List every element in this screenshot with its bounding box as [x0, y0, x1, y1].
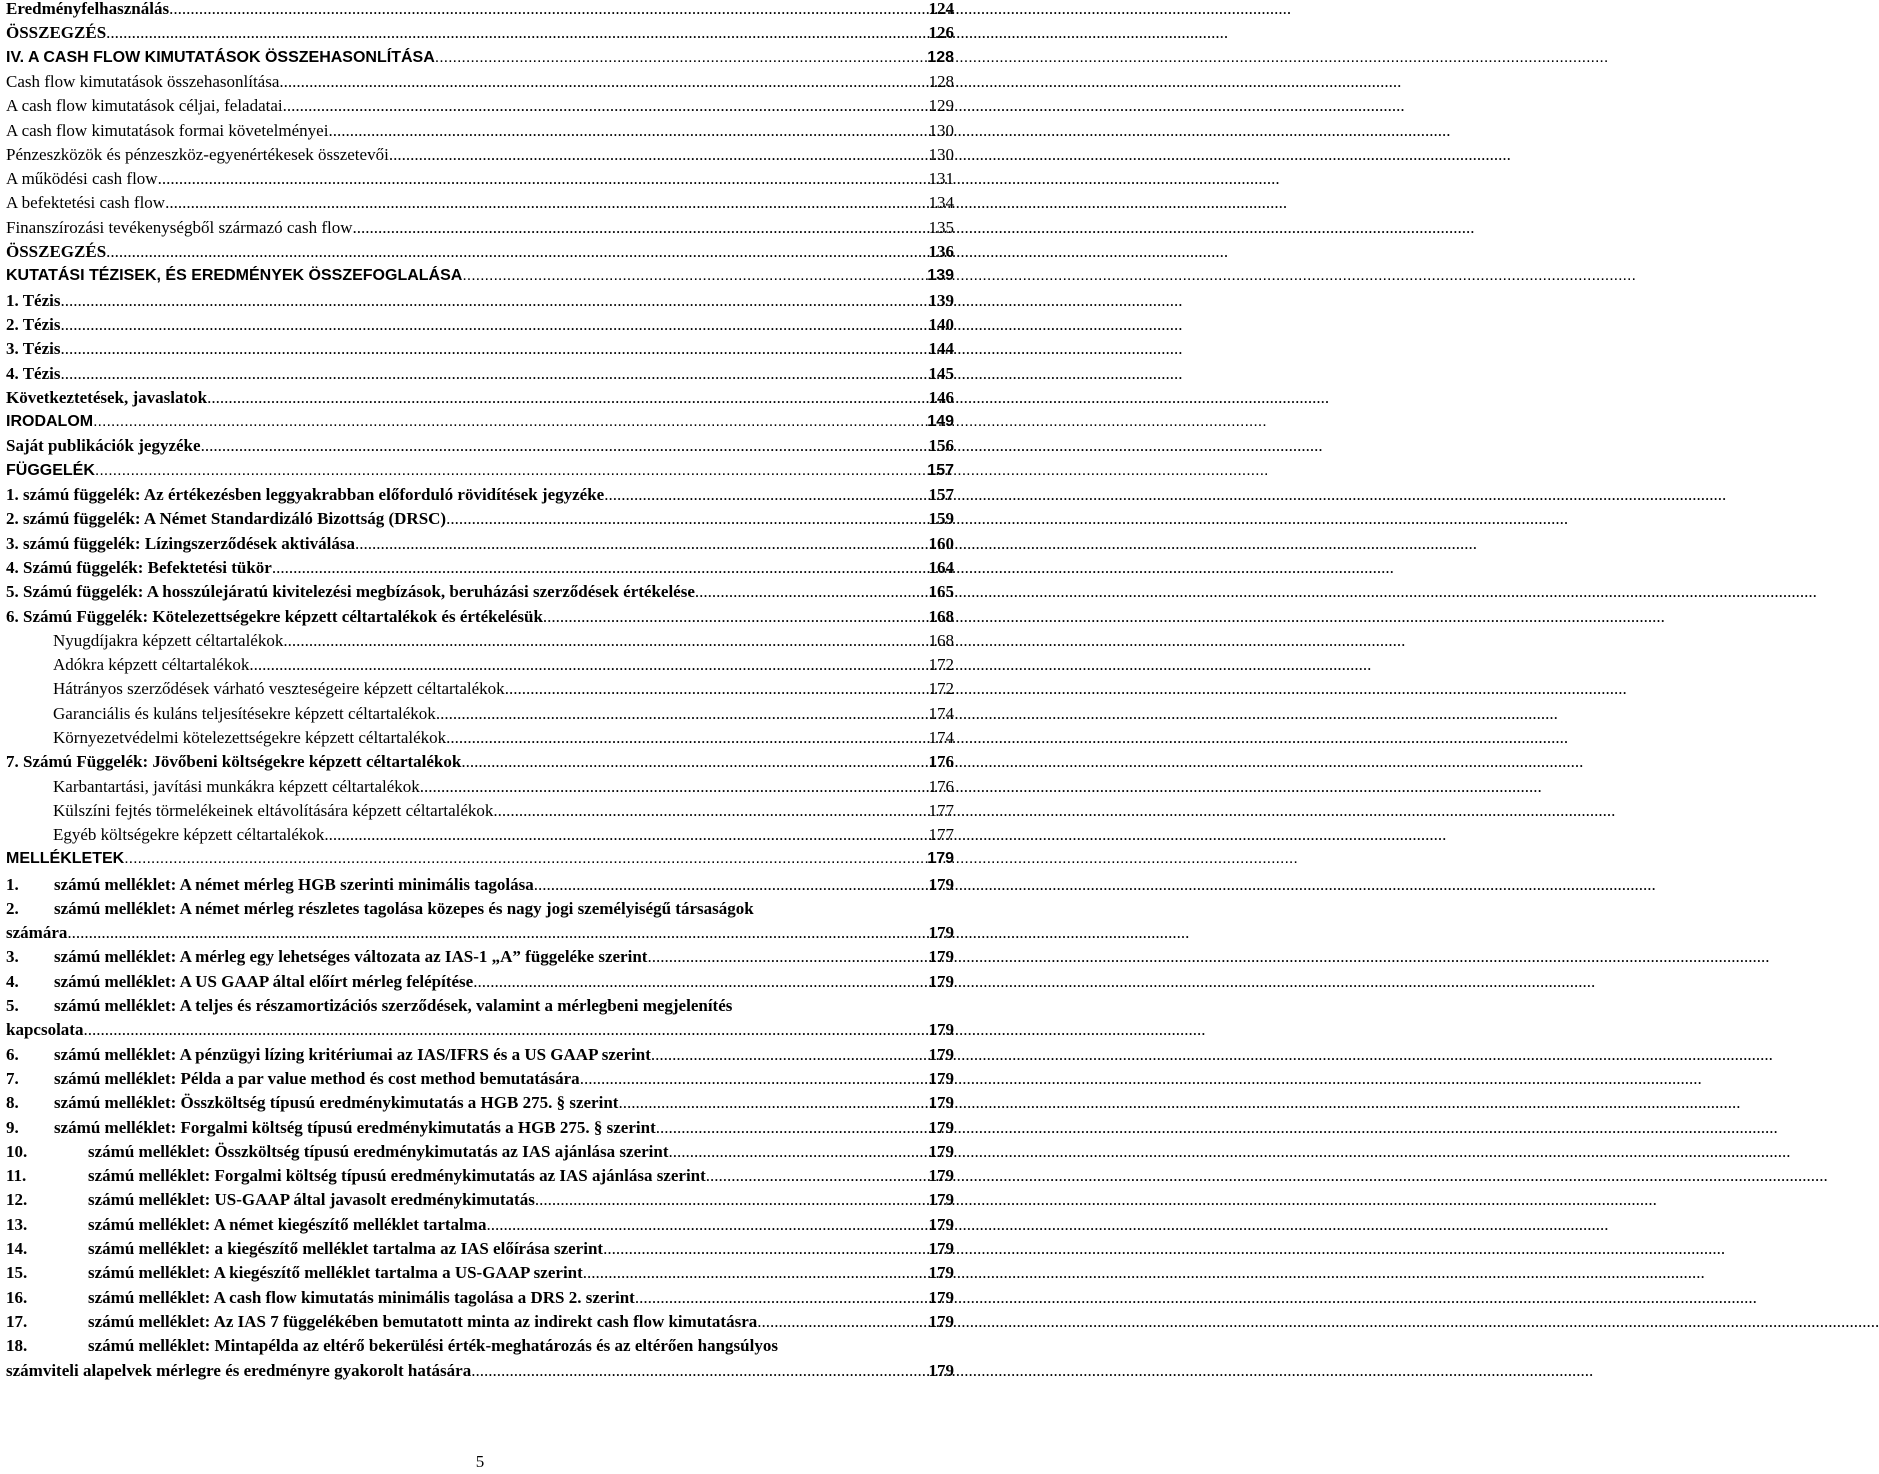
toc-page-number: 145 [928, 364, 954, 383]
appendix-number: 18. [6, 1336, 28, 1355]
appendix-entry[interactable] [6, 994, 954, 1018]
toc-page-number: 179 [928, 1118, 954, 1137]
appendix-number: 14. [6, 1239, 28, 1258]
dot-leader [706, 1164, 927, 1188]
toc-entry[interactable] [6, 46, 954, 70]
toc-entry[interactable] [6, 653, 954, 677]
toc-entry-label: 4. Tézis [6, 364, 61, 383]
toc-entry-label: KUTATÁSI TÉZISEK, ÉS EREDMÉNYEK ÖSSZEFOGLALÁSA [6, 267, 463, 284]
dot-leader [83, 1018, 926, 1042]
toc-page-number: 130 [928, 121, 954, 140]
toc-entry-label: 2. számú függelék: A Német Standardizáló Bizottság (DRSC) [6, 509, 447, 528]
toc-entry[interactable] [6, 580, 954, 604]
dot-leader [603, 1237, 926, 1261]
toc-entry[interactable] [6, 775, 954, 799]
toc-entry-label: IRODALOM [6, 413, 94, 430]
dot-leader [60, 289, 926, 313]
toc-entry[interactable] [6, 799, 954, 823]
toc-entry-label: számú melléklet: A német mérleg HGB szerinti minimális tagolása [54, 875, 534, 894]
dot-leader [272, 556, 927, 580]
toc-entry-label: számú melléklet: A német kiegészítő melléklet tartalma [88, 1215, 487, 1234]
toc-page-number: 157 [927, 462, 954, 479]
dot-leader [543, 605, 927, 629]
appendix-number: 4. [6, 972, 19, 991]
dot-leader [473, 970, 926, 994]
toc-entry-label: számú melléklet: A pénzügyi lízing kritériumai az IAS/IFRS és a US GAAP szerint [54, 1045, 651, 1064]
toc-entry-label: FÜGGELÉK [6, 462, 95, 479]
toc-entry-label: Saját publikációk jegyzéke [6, 436, 201, 455]
dot-leader [95, 459, 925, 483]
appendix-entry[interactable] [6, 1164, 954, 1188]
dot-leader [505, 677, 927, 701]
dot-leader [604, 483, 926, 507]
toc-entry-label: A működési cash flow [6, 169, 158, 188]
toc-entry-label: Garanciális és kuláns teljesítésekre képzett céltartalékok [53, 704, 436, 723]
dot-leader [353, 216, 927, 240]
dot-leader [93, 410, 925, 434]
dot-leader [420, 775, 927, 799]
dot-leader [60, 362, 926, 386]
dot-leader [283, 629, 926, 653]
appendix-entry[interactable] [6, 1140, 954, 1164]
toc-entry[interactable] [6, 21, 954, 45]
toc-page-number: 176 [928, 752, 954, 771]
dot-leader [201, 434, 927, 458]
appendix-number: 9. [6, 1118, 19, 1137]
toc-entry-label: számú melléklet: Példa a par value method és cost method bemutatására [54, 1069, 580, 1088]
toc-entry[interactable] [6, 823, 954, 847]
toc-page-number: 179 [928, 1361, 954, 1380]
dot-leader [695, 580, 927, 604]
toc-page-number: 135 [928, 218, 954, 237]
toc-page-number: 176 [928, 777, 954, 796]
toc-entry-label: számú melléklet: A kiegészítő melléklet tartalma a US-GAAP szerint [88, 1263, 583, 1282]
appendix-entry[interactable] [6, 1116, 954, 1140]
toc-entry[interactable] [6, 629, 954, 653]
appendix-number: 16. [6, 1288, 28, 1307]
toc-page-number: 139 [928, 291, 954, 310]
toc-entry-label: IV. A CASH FLOW KIMUTATÁSOK ÖSSZEHASONLÍTÁSA [6, 49, 435, 66]
dot-leader [669, 1140, 927, 1164]
toc-entry-label: Finanszírozási tevékenységből származó cash flow [6, 218, 353, 237]
appendix-entry[interactable] [6, 1261, 954, 1285]
toc-entry-label: számviteli alapelvek mérlegre és eredményre gyakorolt hatására [6, 1361, 472, 1380]
appendix-entry[interactable] [6, 1091, 954, 1115]
toc-page-number: 139 [927, 267, 954, 284]
appendix-number: 3. [6, 947, 19, 966]
toc-page-number: 179 [928, 1288, 954, 1307]
toc-entry[interactable] [6, 143, 954, 167]
toc-entry-label: számú melléklet: A teljes és részamortizációs szerződések, valamint a mérlegbeni megjelenítés [54, 996, 733, 1015]
appendix-entry[interactable] [6, 1043, 954, 1067]
dot-leader [651, 1043, 927, 1067]
toc-entry-label: Következtetések, javaslatok [6, 388, 208, 407]
dot-leader [534, 873, 927, 897]
dot-leader [618, 1091, 926, 1115]
toc-page-number: 131 [928, 169, 954, 188]
toc-entry[interactable] [6, 94, 954, 118]
toc-entry[interactable] [6, 386, 954, 410]
toc-entry-label: Hátrányos szerződések várható veszteségeire képzett céltartalékok [53, 679, 505, 698]
dot-leader [656, 1116, 927, 1140]
toc-entry-label: 5. Számú függelék: A hosszúlejáratú kivitelezési megbízások, beruházási szerződések értékelése [6, 582, 695, 601]
toc-page-number: 134 [928, 193, 954, 212]
toc-page-number: 156 [928, 436, 954, 455]
toc-page-number: 174 [928, 704, 954, 723]
dot-leader [493, 799, 926, 823]
toc-entry-label: Nyugdíjakra képzett céltartalékok [53, 631, 284, 650]
dot-leader [355, 532, 927, 556]
toc-page-number: 179 [928, 1239, 954, 1258]
dot-leader [435, 46, 926, 70]
toc-page-number: 172 [928, 655, 954, 674]
toc-page-number: 174 [928, 728, 954, 747]
toc-page-number: 179 [928, 1166, 954, 1185]
page-number: 5 [475, 1452, 485, 1471]
toc-entry-label: 1. számú függelék: Az értékezésben leggyakrabban előforduló rövidítések jegyzéke [6, 485, 605, 504]
dot-leader [283, 94, 927, 118]
toc-page-number: 159 [928, 509, 954, 528]
toc-entry[interactable] [6, 434, 954, 458]
dot-leader [249, 653, 926, 677]
appendix-entry[interactable] [6, 1286, 954, 1310]
appendix-number: 11. [6, 1166, 27, 1185]
toc-entry[interactable] [6, 119, 954, 143]
toc-entry-label: Cash flow kimutatások összehasonlítása [6, 72, 280, 91]
toc-entry[interactable] [6, 191, 954, 215]
toc-page-number: 179 [928, 1142, 954, 1161]
toc-entry[interactable] [6, 507, 954, 531]
toc-page-number: 149 [927, 413, 954, 430]
toc-entry[interactable] [6, 337, 954, 361]
appendix-entry[interactable] [6, 970, 954, 994]
toc-entry[interactable] [6, 750, 954, 774]
dot-leader [462, 264, 925, 288]
dot-leader [436, 702, 927, 726]
appendix-entry[interactable] [6, 1310, 954, 1334]
toc-page-number: 129 [928, 96, 954, 115]
appendix-number: 1. [6, 875, 19, 894]
toc-entry-label: Adókra képzett céltartalékok [53, 655, 250, 674]
dot-leader [60, 313, 926, 337]
toc-entry-label: A cash flow kimutatások formai követelményei [6, 121, 329, 140]
toc-entry[interactable] [6, 532, 954, 556]
toc-page-number: 179 [928, 1190, 954, 1209]
dot-leader [124, 847, 925, 871]
toc-page-number: 179 [928, 972, 954, 991]
toc-entry-label: Külszíni fejtés törmelékeinek eltávolítására képzett céltartalékok [53, 801, 494, 820]
toc-entry-label: Egyéb költségekre képzett céltartalékok [53, 825, 325, 844]
toc-entry-label: Környezetvédelmi kötelezettségekre képzett céltartalékok [53, 728, 447, 747]
dot-leader [207, 386, 926, 410]
toc-page-number: 168 [928, 631, 954, 650]
dot-leader [635, 1286, 927, 1310]
toc-entry-label: 3. Tézis [6, 339, 61, 358]
toc-entry-label: 2. Tézis [6, 315, 61, 334]
toc-page-number: 130 [928, 145, 954, 164]
appendix-entry-continuation[interactable] [6, 921, 954, 945]
toc-entry[interactable] [6, 483, 954, 507]
appendix-number: 12. [6, 1190, 28, 1209]
dot-leader [169, 0, 926, 21]
appendix-entry[interactable] [6, 897, 954, 921]
toc-entry[interactable] [6, 410, 954, 434]
toc-page-number: 168 [928, 607, 954, 626]
toc-entry-label: számú melléklet: US-GAAP által javasolt eredménykimutatás [88, 1190, 535, 1209]
toc-entry[interactable] [6, 556, 954, 580]
dot-leader [67, 921, 926, 945]
appendix-number: 13. [6, 1215, 28, 1234]
toc-page-number: 128 [927, 49, 954, 66]
appendix-number: 7. [6, 1069, 19, 1088]
appendix-entry[interactable] [6, 1067, 954, 1091]
toc-entry[interactable] [6, 289, 954, 313]
toc-page-number: 126 [928, 23, 954, 42]
toc-entry[interactable] [6, 459, 954, 483]
toc-page-number: 179 [928, 1069, 954, 1088]
toc-entry-label: MELLÉKLETEK [6, 850, 125, 867]
dot-leader [647, 945, 926, 969]
toc-page-number: 179 [928, 1020, 954, 1039]
dot-leader [486, 1213, 926, 1237]
dot-leader [580, 1067, 927, 1091]
toc-entry-label: 4. Számú függelék: Befektetési tükör [6, 558, 272, 577]
appendix-number: 17. [6, 1312, 28, 1331]
toc-entry[interactable] [6, 216, 954, 240]
toc-page-number: 136 [928, 242, 954, 261]
toc-page-number: 140 [928, 315, 954, 334]
dot-leader [535, 1188, 927, 1212]
toc-entry-label: 6. Számú Függelék: Kötelezettségekre képzett céltartalékok és értékelésük [6, 607, 543, 626]
toc-entry-label: számú melléklet: A német mérleg részletes tagolása közepes és nagy jogi személyiségű társaságok [54, 899, 754, 918]
toc-entry-label: számú melléklet: Az IAS 7 függelékében bemutatott minta az indirekt cash flow kimutatásra [88, 1312, 758, 1331]
toc-entry-label: 1. Tézis [6, 291, 61, 310]
toc-entry-label: A befektetési cash flow [6, 193, 166, 212]
toc-entry[interactable] [6, 726, 954, 750]
toc-entry[interactable] [6, 0, 954, 21]
appendix-entry[interactable] [6, 945, 954, 969]
toc-page-number: 179 [928, 1215, 954, 1234]
toc-entry-label: számú melléklet: A US GAAP által előírt mérleg felépítése [54, 972, 474, 991]
appendix-entry[interactable] [6, 873, 954, 897]
toc-page-number: 172 [928, 679, 954, 698]
toc-entry-label: Karbantartási, javítási munkákra képzett céltartalékok [53, 777, 420, 796]
dot-leader [165, 191, 926, 215]
toc-entry[interactable] [6, 702, 954, 726]
toc-page-number: 179 [928, 923, 954, 942]
appendix-entry[interactable] [6, 1237, 954, 1261]
dot-leader [328, 119, 926, 143]
dot-leader [60, 337, 926, 361]
toc-entry-label: számú melléklet: a kiegészítő melléklet tartalma az IAS előírása szerint [88, 1239, 604, 1258]
toc-entry-label: számú melléklet: Összköltség típusú eredménykimutatás a HGB 275. § szerint [54, 1093, 619, 1112]
dot-leader [583, 1261, 927, 1285]
toc-page-number: 179 [928, 875, 954, 894]
appendix-number: 5. [6, 996, 19, 1015]
toc-entry-label: számú melléklet: Forgalmi költség típusú eredménykimutatás az IAS ajánlása szerint [88, 1166, 706, 1185]
toc-page-number: 179 [928, 1312, 954, 1331]
dot-leader [446, 726, 926, 750]
dot-leader [446, 507, 926, 531]
toc-page-number: 144 [928, 339, 954, 358]
toc-page-number: 165 [928, 582, 954, 601]
toc-page-number: 160 [928, 534, 954, 553]
toc-entry-label: Pénzeszközök és pénzeszköz-egyenértékesek összetevői [6, 145, 389, 164]
toc-entry-label: Eredményfelhasználás [6, 0, 170, 18]
toc-page-number: 164 [928, 558, 954, 577]
appendix-entry-continuation[interactable] [6, 1359, 954, 1383]
dot-leader [757, 1310, 926, 1334]
appendix-entry[interactable] [6, 1213, 954, 1237]
toc-entry-label: kapcsolata [6, 1020, 84, 1039]
toc-entry[interactable] [6, 264, 954, 288]
toc-entry[interactable] [6, 313, 954, 337]
toc-entry[interactable] [6, 362, 954, 386]
appendix-entry-continuation[interactable] [6, 1018, 954, 1042]
appendix-entry[interactable] [6, 1188, 954, 1212]
appendix-number: 6. [6, 1045, 19, 1064]
toc-entry[interactable] [6, 605, 954, 629]
toc-page-number: 177 [928, 801, 954, 820]
dot-leader [106, 21, 926, 45]
toc-entry[interactable] [6, 677, 954, 701]
dot-leader [324, 823, 926, 847]
appendix-number: 8. [6, 1093, 19, 1112]
toc-entry[interactable] [6, 70, 954, 94]
toc-page-number: 157 [928, 485, 954, 504]
toc-entry-label: ÖSSZEGZÉS [6, 242, 107, 261]
toc-entry-label: számára [6, 923, 68, 942]
appendix-number: 2. [6, 899, 19, 918]
toc-entry[interactable] [6, 847, 954, 871]
toc-entry-label: számú melléklet: A cash flow kimutatás minimális tagolása a DRS 2. szerint [88, 1288, 635, 1307]
toc-entry[interactable] [6, 240, 954, 264]
toc-page-number: 177 [928, 825, 954, 844]
toc-entry-label: A cash flow kimutatások céljai, feladatai [6, 96, 283, 115]
toc-page-number: 146 [928, 388, 954, 407]
appendix-entry[interactable] [6, 1334, 954, 1358]
dot-leader [158, 167, 927, 191]
toc-entry[interactable] [6, 167, 954, 191]
toc-page-number: 179 [928, 947, 954, 966]
toc-entry-label: számú melléklet: Mintapélda az eltérő bekerülési érték-meghatározás és az eltérően hangsúlyos [88, 1336, 778, 1355]
dot-leader [389, 143, 927, 167]
toc-entry-label: számú melléklet: A mérleg egy lehetséges változata az IAS-1 „A” függeléke szerint [54, 947, 648, 966]
appendix-number: 10. [6, 1142, 28, 1161]
dot-leader [106, 240, 926, 264]
toc-page-number: 179 [928, 1263, 954, 1282]
toc-entry-label: ÖSSZEGZÉS [6, 23, 107, 42]
appendix-number: 15. [6, 1263, 28, 1282]
toc-page-number: 179 [927, 850, 954, 867]
toc-page-number: 128 [928, 72, 954, 91]
toc-entry-label: 3. számú függelék: Lízingszerződések aktiválása [6, 534, 355, 553]
toc-entry-label: 7. Számú Függelék: Jövőbeni költségekre képzett céltartalékok [6, 752, 462, 771]
toc-page-number: 124 [928, 0, 954, 18]
toc-page-number: 179 [928, 1093, 954, 1112]
toc-entry-label: számú melléklet: Forgalmi költség típusú eredménykimutatás a HGB 275. § szerint [54, 1118, 656, 1137]
dot-leader [279, 70, 926, 94]
toc-page-number: 179 [928, 1045, 954, 1064]
dot-leader [471, 1359, 926, 1383]
toc-entry-label: számú melléklet: Összköltség típusú eredménykimutatás az IAS ajánlása szerint [88, 1142, 669, 1161]
dot-leader [461, 750, 926, 774]
